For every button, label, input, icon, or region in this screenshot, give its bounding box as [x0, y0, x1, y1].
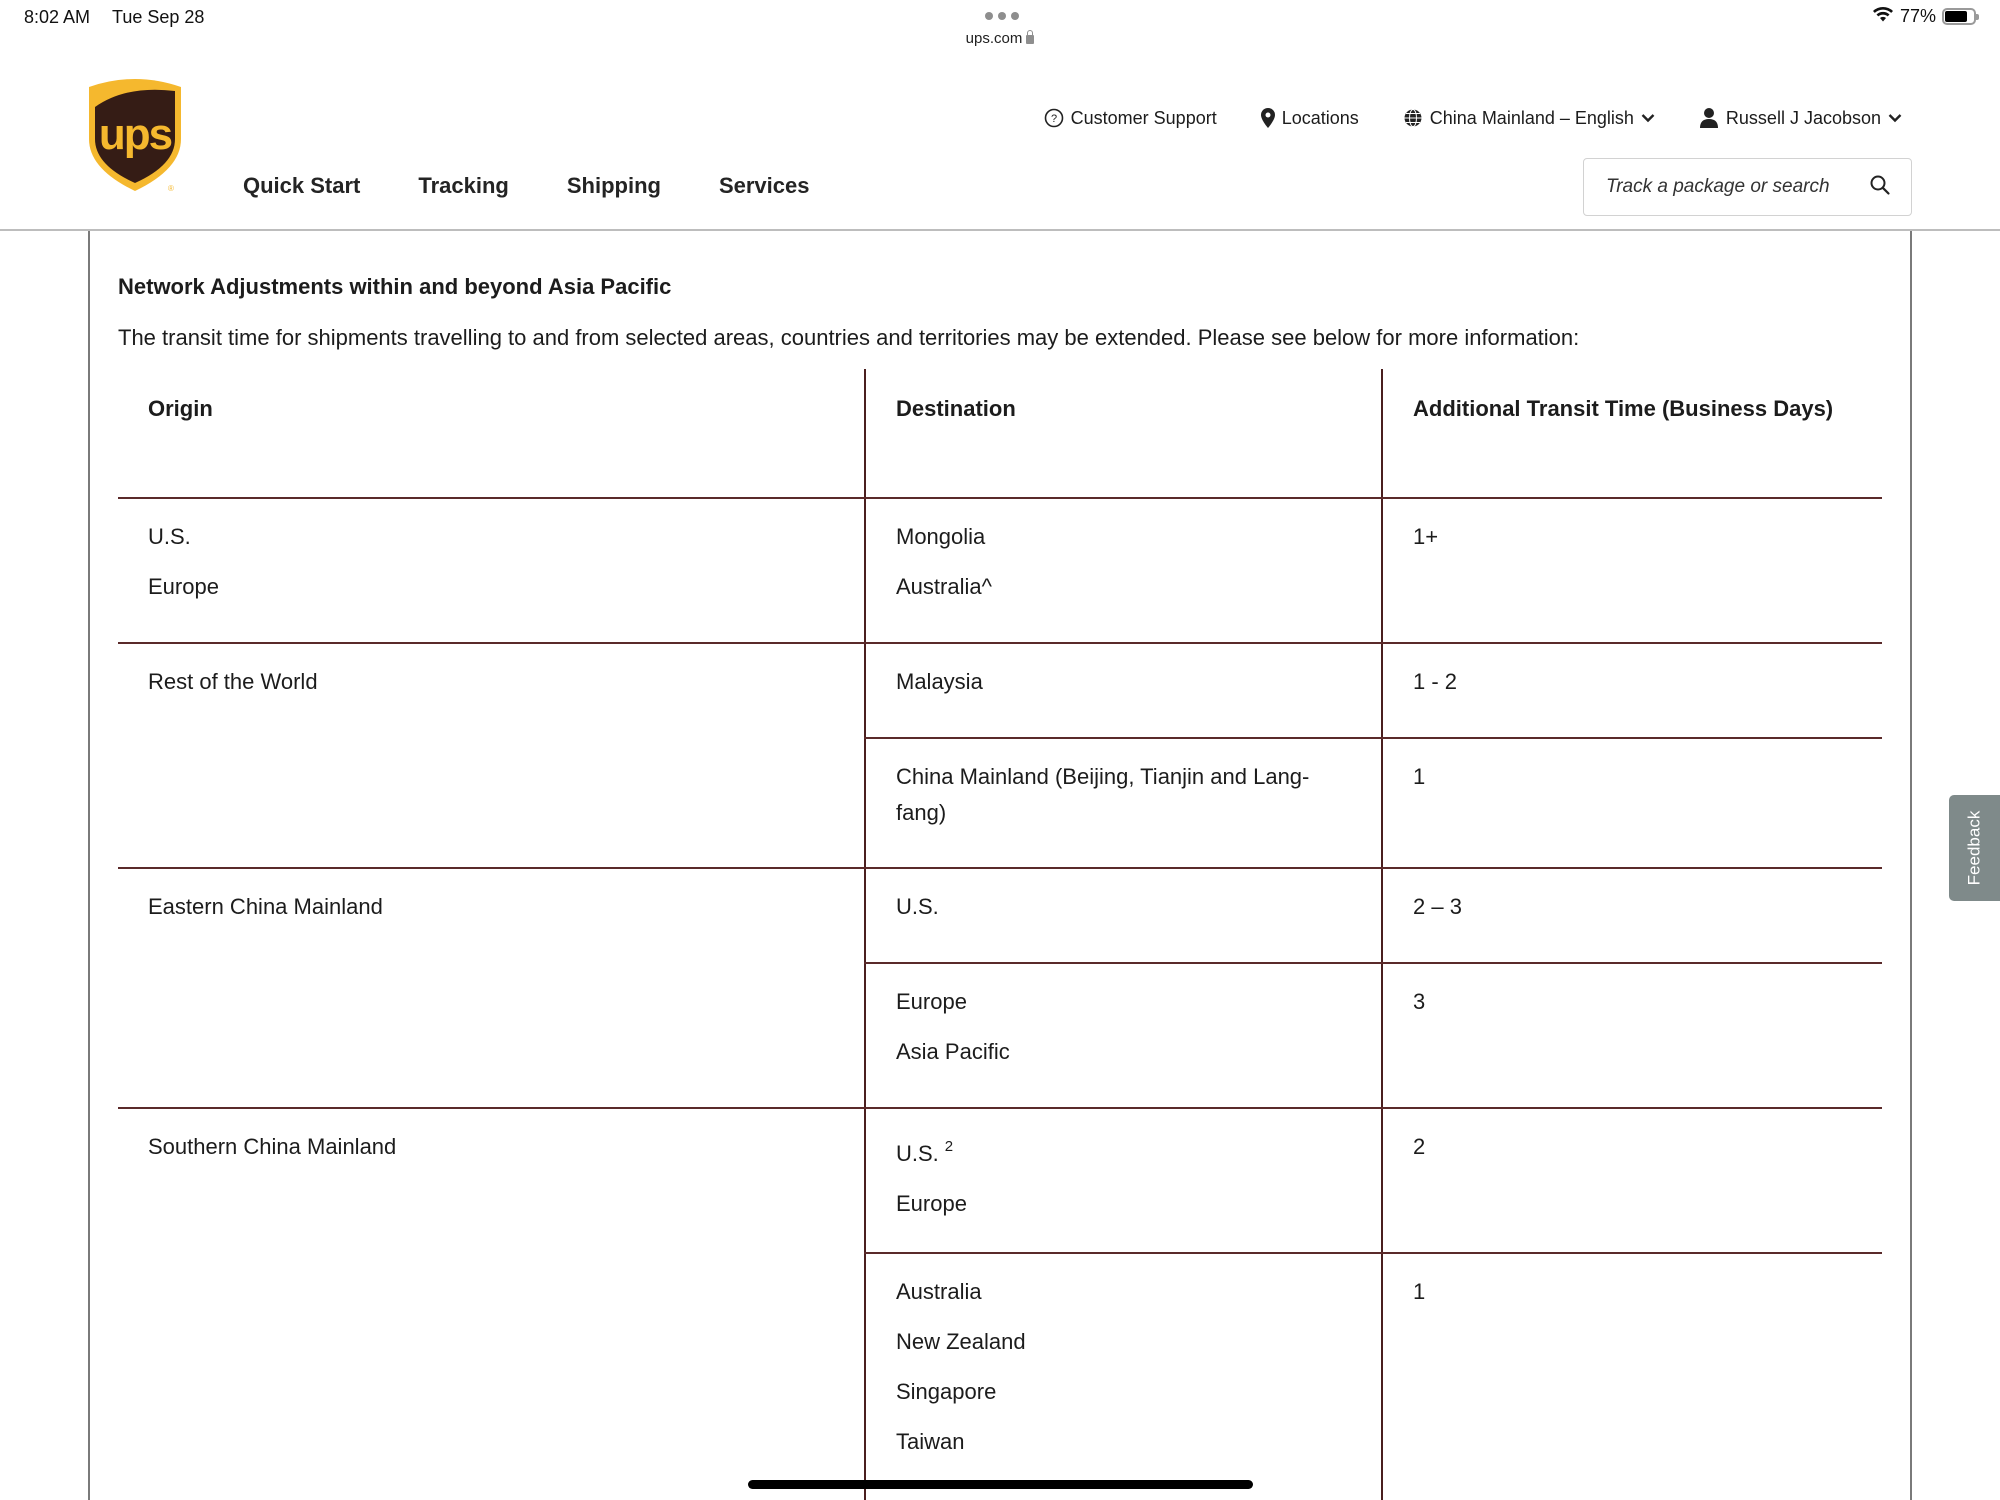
chevron-down-icon	[1888, 113, 1902, 123]
search-icon[interactable]	[1869, 174, 1891, 201]
locations-link[interactable]	[1261, 108, 1359, 129]
lock-icon	[1026, 35, 1034, 44]
region-language-selector[interactable]	[1403, 108, 1655, 129]
origin-cell	[118, 498, 865, 643]
destination-text: Europe	[896, 1191, 967, 1216]
header-destination: Destination	[865, 369, 1382, 498]
destination-text: Asia Pacific	[896, 1039, 1010, 1064]
nav-shipping[interactable]: Shipping	[566, 173, 661, 198]
user-account-menu[interactable]	[1699, 107, 1902, 129]
destination-text: Europe	[896, 989, 967, 1014]
destination-text: China Mainland (Beijing, Tianjin and Lang-fang)	[896, 764, 1310, 825]
time-cell: 2	[1382, 1108, 1882, 1253]
time-cell: 1	[1382, 738, 1882, 868]
destination-text: U.S.	[896, 1141, 939, 1166]
table-row	[118, 868, 1882, 963]
destination-text: Australia^	[896, 574, 992, 599]
chevron-down-icon	[1641, 113, 1655, 123]
header-origin: Origin	[118, 369, 865, 498]
svg-text:?: ?	[1050, 113, 1057, 125]
globe-icon	[1403, 108, 1423, 128]
destination-text: Malaysia	[896, 669, 983, 694]
nav-services[interactable]: Services	[718, 173, 810, 198]
url-text: ups.com	[965, 30, 1023, 47]
destination-cell	[865, 498, 1382, 643]
origin-cell	[118, 1108, 865, 1500]
battery-percent: 77%	[1899, 6, 1936, 26]
table-row	[118, 498, 1882, 643]
feedback-label: Feedback	[1964, 810, 1984, 886]
origin-text: Southern China Mainland	[148, 1134, 397, 1159]
feedback-tab[interactable]	[1949, 795, 2000, 901]
destination-text: Singapore	[896, 1379, 997, 1404]
destination-cell	[865, 738, 1382, 868]
table-row	[118, 643, 1882, 738]
destination-text: Mongolia	[896, 524, 986, 549]
time-cell: 2 – 3	[1382, 868, 1882, 963]
table-row	[118, 1108, 1882, 1253]
locations-label: Locations	[1281, 107, 1359, 128]
customer-support-link[interactable]	[1044, 108, 1217, 129]
home-indicator[interactable]	[748, 1480, 1253, 1489]
time-cell: 1 - 2	[1382, 643, 1882, 738]
time-cell: 1+	[1382, 498, 1882, 643]
nav-tracking[interactable]: Tracking	[418, 173, 509, 198]
ups-logo[interactable]	[86, 77, 184, 195]
site-header	[0, 60, 2000, 231]
destination-line	[896, 1129, 1351, 1172]
status-bar	[0, 0, 2000, 47]
table-header-row	[118, 369, 1882, 498]
customer-support-label: Customer Support	[1070, 107, 1217, 128]
section-description: The transit time for shipments travelling to and from selected areas, countries and territories may be extended. Please see below for more information:	[118, 325, 1580, 350]
utility-nav	[1044, 107, 2000, 129]
destination-text: Australia	[896, 1279, 982, 1304]
multitasking-dots-icon[interactable]	[985, 12, 1019, 20]
url-bar[interactable]	[0, 30, 2000, 47]
search-box	[1583, 158, 1912, 216]
destination-cell	[865, 643, 1382, 738]
main-nav	[243, 173, 809, 199]
origin-text: Rest of the World	[148, 669, 318, 694]
battery-icon	[1942, 8, 1976, 25]
origin-text: Eastern China Mainland	[148, 894, 383, 919]
origin-cell	[118, 868, 865, 1108]
nav-quick-start[interactable]: Quick Start	[243, 173, 361, 198]
origin-cell	[118, 643, 865, 868]
section-title: Network Adjustments within and beyond Asia Pacific	[118, 274, 672, 299]
svg-text:ups: ups	[98, 110, 172, 159]
location-pin-icon	[1261, 108, 1275, 128]
search-input[interactable]	[1606, 176, 1869, 198]
destination-cell	[865, 1253, 1382, 1500]
destination-cell	[865, 963, 1382, 1108]
status-time: 8:02 AM	[24, 7, 91, 27]
wifi-icon	[1872, 6, 1894, 27]
header-additional-time: Additional Transit Time (Business Days)	[1382, 369, 1882, 498]
user-name-label: Russell J Jacobson	[1725, 107, 1881, 128]
origin-text: Europe	[148, 574, 219, 599]
region-language-label: China Mainland – English	[1429, 107, 1634, 128]
origin-text: U.S.	[148, 524, 191, 549]
transit-time-table	[118, 369, 1882, 1500]
destination-cell	[865, 868, 1382, 963]
time-cell: 3	[1382, 963, 1882, 1108]
user-icon	[1699, 107, 1719, 129]
destination-cell	[865, 1108, 1382, 1253]
destination-text: New Zealand	[896, 1329, 1026, 1354]
destination-text: U.S.	[896, 894, 939, 919]
destination-text: Taiwan	[896, 1429, 965, 1454]
footnote-marker[interactable]: 2	[944, 1138, 954, 1155]
status-date: Tue Sep 28	[112, 7, 205, 27]
help-circle-icon	[1044, 108, 1064, 128]
time-cell: 1	[1382, 1253, 1882, 1500]
svg-text:®: ®	[168, 184, 174, 193]
